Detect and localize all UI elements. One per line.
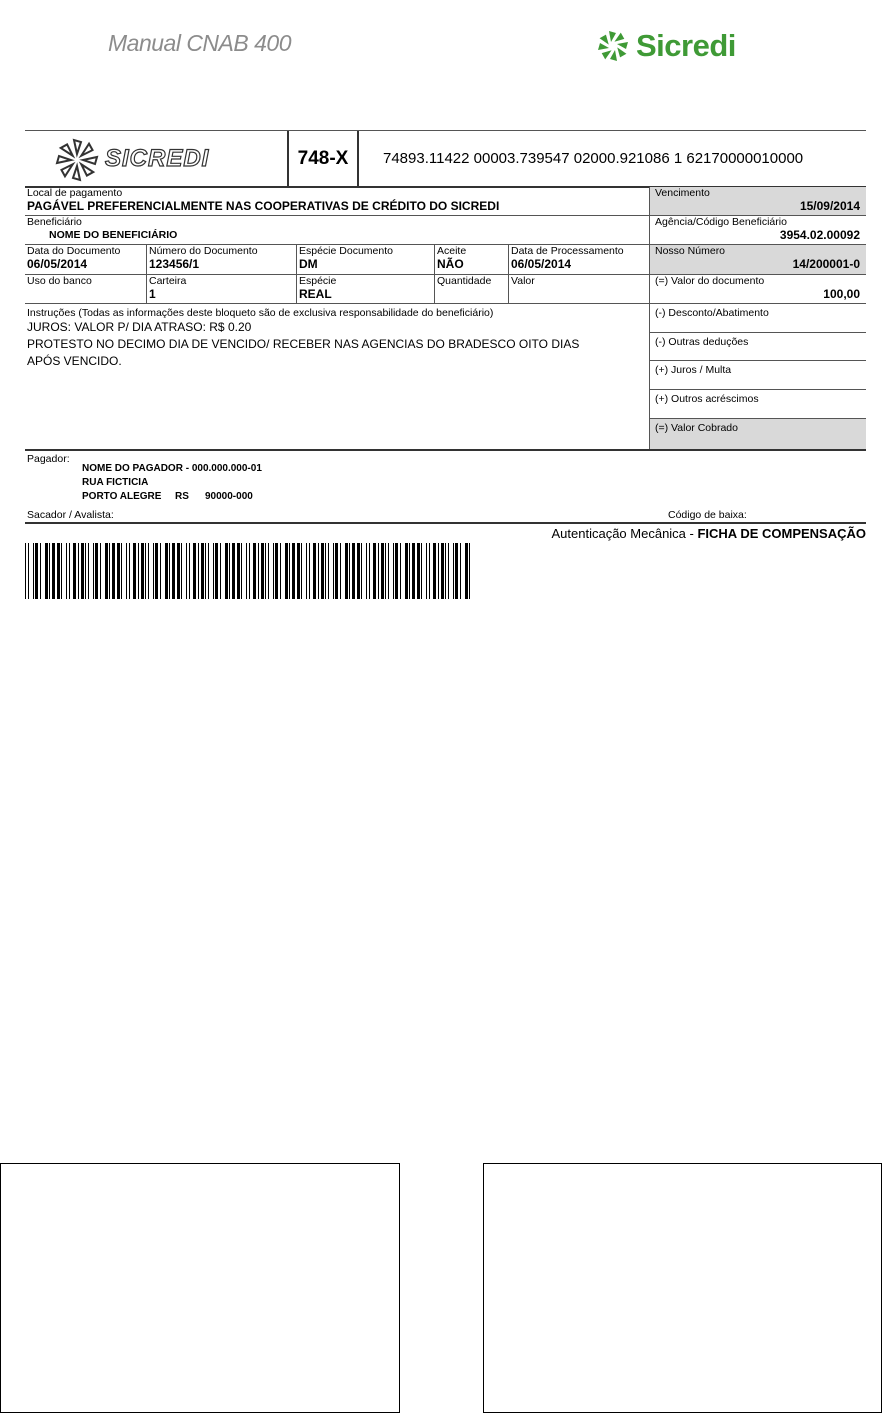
barcode-bar [385,543,386,599]
field-beneficiario: Beneficiário NOME DO BENEFICIÁRIO [25,216,649,245]
barcode-bar [201,543,204,599]
barcode-bar [93,543,94,599]
barcode-bar [215,543,218,599]
barcode-bar [45,543,48,599]
barcode-bar [268,543,269,599]
barcode-bar [57,543,60,599]
barcode-bar [138,543,139,599]
barcode-bar [232,543,235,599]
field-especie-documento: Espécie Documento DM [296,245,434,275]
field-quantidade: Quantidade [434,275,508,304]
pagador-state: RS [175,491,189,502]
barcode-bar [395,543,398,599]
barcode-bar [309,543,310,599]
barcode-bar [438,543,439,599]
barcode-bar [160,543,161,599]
barcode-bar [73,543,76,599]
field-valor-documento: (=) Valor do documento 100,00 [649,275,866,304]
field-aceite: Aceite NÃO [434,245,508,275]
field-outros-acrescimos: (+) Outros acréscimos [649,390,866,419]
barcode-bar [388,543,389,599]
field-nosso-numero: Nosso Número 14/200001-0 [649,245,866,275]
field-especie: Espécie REAL [296,275,434,304]
barcode-bar [109,543,110,599]
barcode-bar [340,543,341,599]
barcode-bar [357,543,360,599]
barcode-bar [148,543,149,599]
barcode-bar [25,543,26,599]
manual-title: Manual CNAB 400 [108,30,291,56]
barcode-bar [186,543,187,599]
barcode-bar [301,543,302,599]
pagador-zip: 90000-000 [205,491,253,502]
instrucoes-line-2: PROTESTO NO DECIMO DIA DE VENCIDO/ RECEBER NAS AGENCIAS DO BRADESCO OITO DIAS [27,337,580,351]
pagador-name: NOME DO PAGADOR - 000.000.000-01 [82,463,262,474]
barcode-bar [417,543,420,599]
boleto-logo-text: SICREDI [105,144,210,172]
sicredi-sunburst-icon [49,134,109,184]
barcode-bar [426,543,427,599]
barcode-bar [297,543,300,599]
barcode-bar [105,543,108,599]
barcode-bar [352,543,355,599]
barcode-bar [333,543,334,599]
barcode-bar [88,543,89,599]
field-data-processamento: Data de Processamento 06/05/2014 [508,245,649,275]
field-desconto: (-) Desconto/Abatimento [649,304,866,333]
barcode-bar [117,543,120,599]
barcode-bar [433,543,436,599]
barcode-bar [81,543,84,599]
barcode-bar [453,543,454,599]
field-vencimento: Vencimento 15/09/2014 [649,187,866,216]
empty-box-left [0,1163,400,1413]
barcode-bar [129,543,130,599]
ficha-compensacao-label: FICHA DE COMPENSAÇÃO [697,526,866,541]
sacador-label: Sacador / Avalista: [27,509,114,521]
barcode-bar [381,543,384,599]
barcode-bar [85,543,86,599]
empty-box-right [483,1163,882,1413]
barcode-bar [313,543,316,599]
barcode-bar [40,543,41,599]
barcode-bar [126,543,127,599]
field-outras-deducoes: (-) Outras deduções [649,333,866,361]
barcode-bar [112,543,115,599]
barcode-bar [265,543,266,599]
barcode-bar [177,543,180,599]
field-numero-documento: Número do Documento 123456/1 [146,245,296,275]
field-valor: Valor [508,275,649,304]
barcode [25,543,471,599]
barcode-bar [193,543,196,599]
barcode-bar [465,543,468,599]
field-local-pagamento: Local de pagamento PAGÁVEL PREFERENCIALMENTE NAS COOPERATIVAS DE CRÉDITO DO SICREDI [25,187,649,216]
barcode-bar [100,543,101,599]
barcode-bar [289,543,290,599]
barcode-bar [441,543,444,599]
barcode-bar [155,543,158,599]
barcode-bar [405,543,408,599]
barcode-bar [225,543,228,599]
autenticacao-label: Autenticação Mecânica - [551,526,698,541]
pagador-block [25,449,866,524]
barcode-bar [469,543,470,599]
barcode-bar [349,543,350,599]
barcode-bar [61,543,62,599]
barcode-bar [49,543,50,599]
brand-name: Sicredi [636,28,736,63]
sicredi-brand-logo [596,24,766,68]
barcode-bar [153,543,154,599]
barcode-bar [345,543,348,599]
barcode-bar [78,543,79,599]
barcode-bar [145,543,146,599]
barcode-bar [241,543,242,599]
barcode-bar [253,543,256,599]
barcode-bar [246,543,247,599]
barcode-bar [35,543,38,599]
pagador-label: Pagador: [27,453,70,465]
codigo-baixa-label: Código de baixa: [668,509,747,521]
barcode-bar [409,543,410,599]
barcode-bar [261,543,264,599]
barcode-bar [429,543,430,599]
barcode-bar [421,543,422,599]
barcode-bar [335,543,338,599]
barcode-bar [258,543,259,599]
barcode-bar [412,543,415,599]
barcode-bar [445,543,446,599]
barcode-bar [213,543,214,599]
barcode-bar [169,543,170,599]
field-uso-banco: Uso do banco [25,275,146,304]
barcode-bar [306,543,307,599]
barcode-bar [229,543,230,599]
barcode-bar [172,543,175,599]
barcode-bar [69,543,70,599]
barcode-bar [369,543,370,599]
field-data-documento: Data do Documento 06/05/2014 [25,245,146,275]
digitable-line: 74893.11422 00003.739547 02000.921086 1 62170000010000 [383,150,804,167]
instrucoes-line-1: JUROS: VALOR P/ DIA ATRASO: R$ 0.20 [27,320,252,334]
bank-code: 748-X [287,131,359,186]
barcode-bar [366,543,367,599]
instrucoes-line-3: APÓS VENCIDO. [27,354,122,368]
barcode-bar [361,543,362,599]
barcode-bar [52,543,55,599]
barcode-bar [285,543,288,599]
field-instrucoes: Instruções (Todas as informações deste bloqueto são de exclusiva responsabilidade do beneficiário) JUROS: VALOR P/ DIA ATRASO: R$ 0.20 PROTESTO NO DECIMO DIA DE VENCIDO/ RECEBER NAS AGENCIAS DO BRADESCO OITO DIAS APÓS VENCIDO. [25,304,649,449]
boleto-header [25,130,866,188]
field-agencia: Agência/Código Beneficiário 3954.02.00092 [649,216,866,245]
barcode-bar [249,543,250,599]
barcode-bar [95,543,98,599]
barcode-bar [66,543,67,599]
barcode-bar [220,543,221,599]
barcode-bar [460,543,461,599]
barcode-bar [455,543,458,599]
field-carteira: Carteira 1 [146,275,296,304]
barcode-bar [133,543,136,599]
barcode-bar [280,543,281,599]
barcode-bar [141,543,144,599]
barcode-bar [321,543,324,599]
barcode-bar [208,543,209,599]
pagador-street: RUA FICTICIA [82,477,149,488]
barcode-bar [292,543,295,599]
barcode-bar [448,543,449,599]
barcode-bar [325,543,326,599]
field-valor-cobrado: (=) Valor Cobrado [649,419,866,449]
barcode-bar [198,543,199,599]
barcode-bar [121,543,122,599]
barcode-bar [328,543,329,599]
barcode-bar [378,543,379,599]
barcode-bar [373,543,376,599]
barcode-bar [205,543,206,599]
barcode-bar [33,543,34,599]
barcode-bar [318,543,319,599]
barcode-bar [165,543,168,599]
barcode-bar [273,543,274,599]
barcode-bar [28,543,29,599]
autenticacao-line [552,526,867,541]
barcode-bar [237,543,240,599]
boleto-bank-logo [25,131,287,186]
pagador-city: PORTO ALEGRE [82,491,162,502]
field-juros-multa: (+) Juros / Multa [649,361,866,390]
barcode-bar [189,543,190,599]
barcode-bar [275,543,278,599]
barcode-bar [393,543,394,599]
barcode-bar [400,543,401,599]
barcode-bar [181,543,182,599]
sicredi-pinwheel-icon [596,29,630,63]
